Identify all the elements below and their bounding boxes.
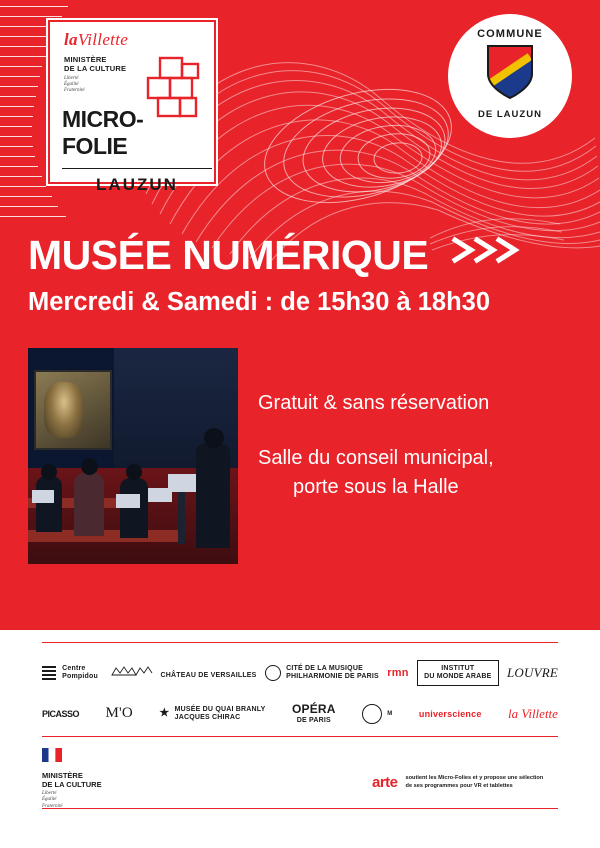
arte-logo: arte bbox=[372, 774, 398, 791]
footer-devise-line-1: Liberté bbox=[42, 791, 57, 796]
partner-logo-opera-de-paris bbox=[292, 703, 336, 725]
la-villette-la: la bbox=[64, 30, 78, 49]
location-line-1: Salle du conseil municipal, bbox=[258, 447, 494, 469]
micro-folie-city: LAUZUN bbox=[62, 168, 212, 195]
branly-star-icon: ★ bbox=[159, 706, 170, 719]
devise-line-2: Égalité bbox=[64, 81, 79, 87]
commune-badge-top-text: COMMUNE bbox=[477, 28, 543, 40]
schedule-subtitle: Mercredi & Samedi : de 15h30 à 18h30 bbox=[28, 288, 491, 316]
micro-folie-logo-box bbox=[46, 18, 218, 195]
arte-support-text bbox=[406, 775, 544, 790]
ministry-of-culture-footer-logo bbox=[42, 748, 102, 810]
partner-logo-louvre bbox=[507, 666, 558, 681]
partner-logo-musee-dorsay bbox=[105, 705, 132, 722]
partner-label-0: Centre bbox=[62, 664, 86, 672]
partner-logo-musee-picasso bbox=[42, 709, 79, 719]
partner-label-10: M bbox=[387, 710, 393, 717]
page-title bbox=[28, 228, 527, 279]
free-no-reservation-text: Gratuit & sans réservation bbox=[258, 392, 490, 414]
partner-logos-row-1 bbox=[42, 654, 558, 692]
divider-top bbox=[42, 642, 558, 643]
partner-label-1: CHÂTEAU DE VERSAILLES bbox=[160, 672, 257, 680]
partner-logos-row-2 bbox=[42, 696, 558, 732]
footer-devise-line-3: Fraternité bbox=[42, 803, 63, 809]
partner-logo-centre-pompidou bbox=[42, 665, 98, 681]
partner-logo-institut-du-monde-arabe bbox=[417, 660, 499, 686]
versailles-crown-icon bbox=[106, 665, 158, 677]
triple-chevron-right-icon bbox=[451, 228, 527, 275]
headline-text: MUSÉE NUMÉRIQUE bbox=[28, 232, 429, 278]
philharmonie-circle-icon bbox=[265, 665, 281, 681]
devise-line-3: Fraternité bbox=[64, 88, 85, 94]
footer-devise-line-2: Égalité bbox=[42, 797, 57, 803]
pompidou-bars-icon bbox=[42, 666, 56, 680]
footer-ministry-line-1: MINISTÈRE bbox=[42, 771, 83, 780]
commune-badge-bottom-text: DE LAUZUN bbox=[478, 109, 542, 120]
commune-de-lauzun-badge bbox=[448, 14, 572, 138]
partner-logo-cite-de-la-musique bbox=[265, 665, 379, 681]
la-villette-rest: Villette bbox=[77, 30, 129, 49]
partner-label-5: LOUVRE bbox=[506, 664, 558, 680]
divider-middle bbox=[42, 736, 558, 737]
partner-logo-quai-branly bbox=[159, 706, 265, 722]
partner-sub-9: DE PARIS bbox=[296, 716, 331, 724]
location-line-2: porte sous la Halle bbox=[293, 476, 459, 498]
partner-label-9: OPÉRA bbox=[291, 702, 336, 717]
divider-bottom bbox=[42, 808, 558, 809]
partner-logo-universcience bbox=[419, 709, 482, 719]
partner-label-7: M'O bbox=[105, 705, 133, 722]
micro-folie-session-photo bbox=[28, 348, 238, 564]
french-flag-icon bbox=[42, 748, 62, 762]
partner-label-4: INSTITUT bbox=[441, 664, 475, 672]
footer-ministry-line-2: DE LA CULTURE bbox=[42, 780, 102, 789]
partner-sub-0: Pompidou bbox=[62, 673, 98, 680]
partner-label-2: CITÉ DE LA MUSIQUE bbox=[286, 664, 363, 672]
partner-sub-8: JACQUES CHIRAC bbox=[174, 714, 241, 721]
partner-logo-fondation-m bbox=[362, 704, 392, 724]
partner-sub-4: DU MONDE ARABE bbox=[424, 673, 492, 680]
ministry-line-2: DE LA CULTURE bbox=[64, 63, 127, 73]
la-villette-logo bbox=[64, 30, 206, 50]
partner-sub-2: PHILHARMONIE DE PARIS bbox=[286, 673, 379, 680]
stacked-cubes-icon bbox=[142, 54, 204, 120]
partner-logo-la-villette bbox=[508, 706, 558, 722]
arte-partner-block bbox=[372, 774, 543, 791]
fondation-circle-icon bbox=[362, 704, 382, 724]
devise-line-1: Liberté bbox=[64, 75, 79, 81]
partner-label-6: PICASSO bbox=[42, 708, 80, 719]
heraldic-shield-icon bbox=[486, 44, 534, 100]
poster-footer bbox=[0, 630, 600, 848]
partner-label-12: la Villette bbox=[508, 706, 558, 721]
partner-label-3: rmn bbox=[387, 666, 409, 679]
partner-logo-chateau-de-versailles bbox=[106, 665, 256, 680]
arte-text-line-1: soutient les Micro-Folies et y propose une sélection bbox=[405, 775, 544, 782]
location-text bbox=[258, 444, 494, 502]
arte-text-line-2: de ses programmes pour VR et tablettes bbox=[405, 782, 513, 789]
partner-logo-rmn bbox=[387, 667, 408, 680]
micro-folie-title: MICRO-FOLIE bbox=[62, 106, 144, 160]
ministry-line-1: MINISTÈRE bbox=[64, 55, 107, 64]
partner-label-11: universcience bbox=[418, 708, 482, 719]
partner-label-8: MUSÉE DU QUAI BRANLY bbox=[174, 705, 266, 713]
